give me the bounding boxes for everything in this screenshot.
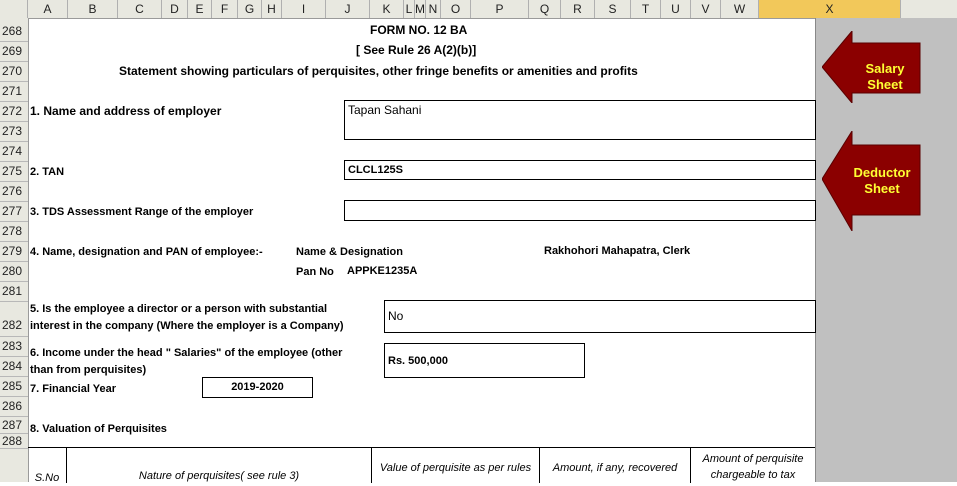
row-header-288[interactable]: 288 — [0, 434, 28, 449]
col-amount-label: Amount, if any, recovered — [552, 462, 678, 474]
col-amount-header — [539, 448, 690, 483]
tan-value: CLCL125S — [348, 164, 404, 176]
row-header-285[interactable]: 285 — [0, 377, 28, 397]
column-header-h[interactable]: H — [262, 0, 282, 18]
row-header-279[interactable]: 279 — [0, 242, 28, 262]
column-header-m[interactable]: M — [415, 2, 425, 16]
col-chargeable-label-2: chargeable to tax — [710, 469, 796, 481]
row-header-276[interactable]: 276 — [0, 182, 28, 202]
column-header-v[interactable]: V — [691, 0, 721, 18]
col-chargeable-header — [690, 448, 815, 483]
q3-label: 3. TDS Assessment Range of the employer — [30, 206, 254, 218]
form-rule: [ See Rule 26 A(2)(b)] — [356, 43, 477, 57]
row-header-282[interactable]: 282 — [0, 302, 28, 337]
deductor-sheet-label-2: Sheet — [864, 181, 900, 196]
q2-label: 2. TAN — [30, 166, 65, 178]
name-designation-value: Rakhohori Mahapatra, Clerk — [544, 245, 691, 257]
column-header-i[interactable]: I — [282, 0, 326, 18]
column-header-r[interactable]: R — [561, 0, 595, 18]
col-chargeable-label-1: Amount of perquisite — [702, 453, 804, 465]
q4-label: 4. Name, designation and PAN of employee:- — [30, 246, 263, 258]
row-header-287[interactable]: 287 — [0, 417, 28, 434]
column-header-j[interactable]: J — [326, 0, 370, 18]
col-sno-header — [28, 448, 66, 483]
deductor-sheet-label-1: Deductor — [853, 165, 911, 180]
financial-year-field[interactable] — [202, 377, 313, 398]
col-nature-label: Nature of perquisites( see rule 3) — [138, 470, 300, 482]
pan-label: Pan No — [296, 266, 334, 278]
column-header-w[interactable]: W — [721, 0, 759, 18]
col-sno-label: S.No — [34, 472, 60, 484]
col-value-label: Value of perquisite as per rules — [379, 462, 532, 474]
column-header-d[interactable]: D — [162, 0, 188, 18]
q5-label-line2: interest in the company (Where the employer is a Company) — [30, 320, 344, 332]
director-field[interactable] — [384, 300, 816, 333]
form-statement: Statement showing particulars of perquisites, other fringe benefits or amenities and profits — [119, 64, 638, 78]
row-header-275[interactable]: 275 — [0, 162, 28, 182]
column-header-u[interactable]: U — [661, 0, 691, 18]
employer-name-value: Tapan Sahani — [348, 103, 422, 117]
column-header-s[interactable]: S — [595, 0, 631, 18]
deductor-sheet-label — [846, 165, 918, 197]
column-header-g[interactable]: G — [238, 0, 262, 18]
column-header-e[interactable]: E — [188, 0, 212, 18]
row-header-bar — [0, 18, 29, 482]
name-designation-label: Name & Designation — [296, 246, 403, 258]
column-header-q[interactable]: Q — [529, 0, 561, 18]
row-header-281[interactable]: 281 — [0, 282, 28, 302]
column-header-a[interactable]: A — [28, 0, 68, 18]
row-header-273[interactable]: 273 — [0, 122, 28, 142]
director-value: No — [388, 309, 404, 323]
column-header-c[interactable]: C — [118, 0, 162, 18]
column-header-l[interactable]: L — [404, 0, 415, 18]
q5-label-line1: 5. Is the employee a director or a person with substantial — [30, 303, 328, 315]
row-header-274[interactable]: 274 — [0, 142, 28, 162]
tds-range-field[interactable] — [344, 200, 816, 221]
column-header-p[interactable]: P — [471, 0, 529, 18]
pan-value: APPKE1235A — [347, 265, 418, 277]
q6-label-line2: than from perquisites) — [30, 364, 147, 376]
form-title: FORM NO. 12 BA — [370, 23, 468, 37]
row-header-269[interactable]: 269 — [0, 42, 28, 62]
col-value-header — [371, 448, 539, 483]
row-header-268[interactable]: 268 — [0, 22, 28, 42]
col-nature-header — [66, 448, 371, 483]
employer-name-field[interactable] — [344, 100, 816, 140]
q7-label: 7. Financial Year — [30, 383, 117, 395]
column-header-k[interactable]: K — [370, 0, 404, 18]
deductor-sheet-button[interactable] — [822, 131, 922, 231]
row-header-271[interactable]: 271 — [0, 82, 28, 102]
q8-label: 8. Valuation of Perquisites — [30, 423, 167, 435]
column-header-f[interactable]: F — [212, 0, 238, 18]
column-header-b[interactable]: B — [68, 0, 118, 18]
row-header-284[interactable]: 284 — [0, 357, 28, 377]
row-header-272[interactable]: 272 — [0, 102, 28, 122]
salary-sheet-label-1: Salary — [865, 61, 905, 76]
q6-label-line1: 6. Income under the head " Salaries" of the employee (other — [30, 347, 343, 359]
column-header-x[interactable]: X — [759, 0, 901, 18]
salary-income-value: Rs. 500,000 — [388, 355, 448, 367]
salary-income-field[interactable] — [384, 343, 585, 378]
column-header-bar — [0, 0, 957, 19]
column-header-o[interactable]: O — [441, 0, 471, 18]
row-header-270[interactable]: 270 — [0, 62, 28, 82]
column-header-corner[interactable] — [0, 0, 28, 18]
row-header-280[interactable]: 280 — [0, 262, 28, 282]
column-header-n[interactable]: N — [426, 0, 441, 18]
row-header-277[interactable]: 277 — [0, 202, 28, 222]
column-header-t[interactable]: T — [631, 0, 661, 18]
salary-sheet-label — [852, 61, 918, 93]
perquisites-table-header — [28, 447, 815, 483]
row-header-278[interactable]: 278 — [0, 222, 28, 242]
row-header-283[interactable]: 283 — [0, 337, 28, 357]
q1-label: 1. Name and address of employer — [30, 104, 222, 118]
salary-sheet-label-2: Sheet — [867, 77, 903, 92]
financial-year-value: 2019-2020 — [231, 381, 284, 393]
tan-field[interactable] — [344, 160, 816, 180]
row-header-286[interactable]: 286 — [0, 397, 28, 417]
salary-sheet-button[interactable] — [822, 31, 922, 103]
